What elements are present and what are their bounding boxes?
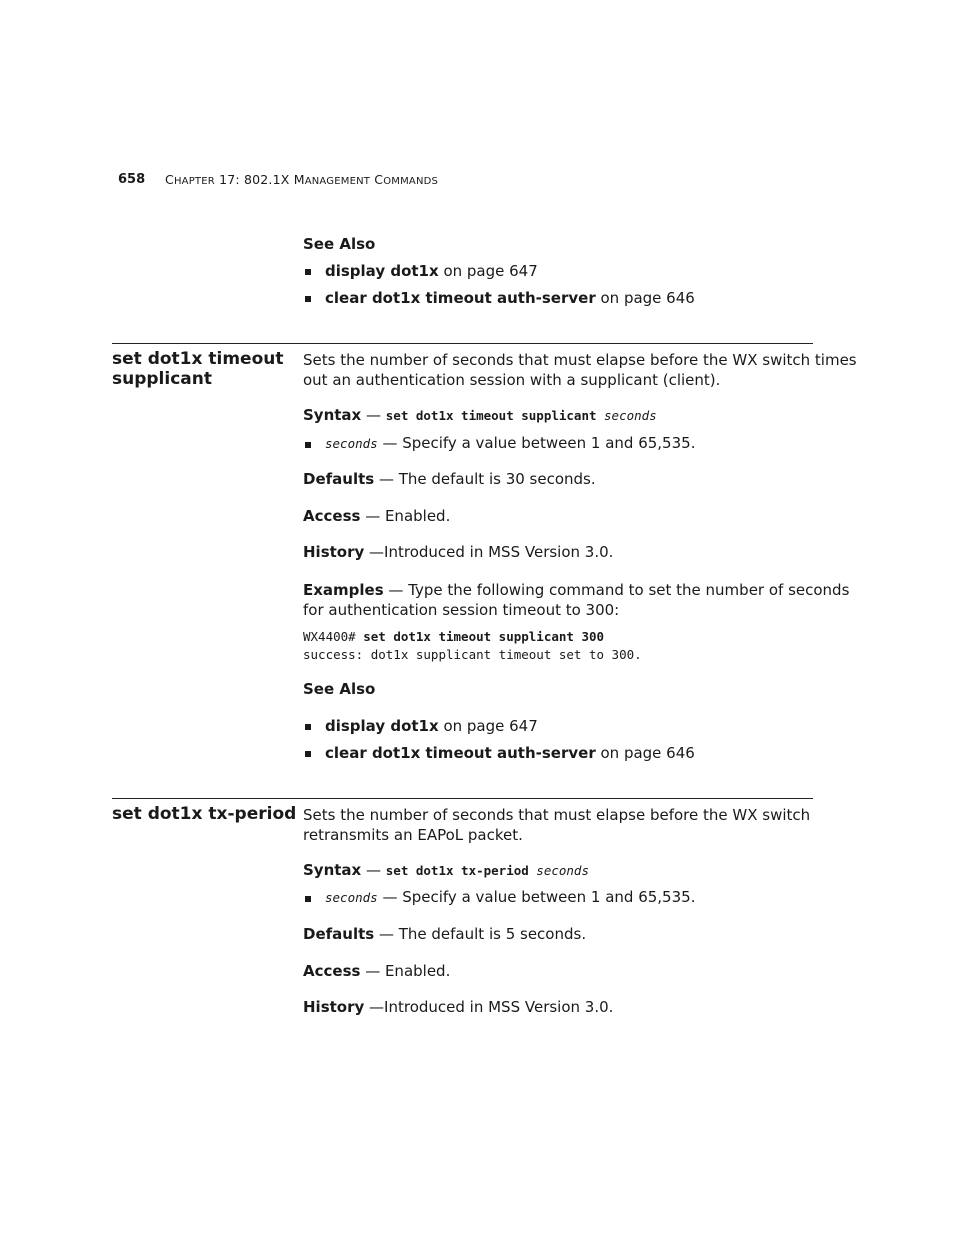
bullet-icon [305,751,311,757]
bullet-icon [305,296,311,302]
syntax-line: Syntax — set dot1x timeout supplicant seconds [303,406,657,424]
see-also-item: display dot1x on page 647 [325,717,538,735]
see-also-item: clear dot1x timeout auth-server on page 646 [325,289,695,307]
section-heading: set dot1x timeout supplicant [112,349,284,389]
see-also-item: clear dot1x timeout auth-server on page 646 [325,744,695,762]
bullet-icon [305,896,311,902]
chapter-title: CHAPTER 17: 802.1X MANAGEMENT COMMANDS [165,172,439,187]
bullet-icon [305,442,311,448]
param-item: seconds — Specify a value between 1 and 65,535. [325,434,696,452]
defaults-line: Defaults — The default is 5 seconds. [303,925,587,943]
bullet-icon [305,724,311,730]
see-also-label: See Also [303,680,376,698]
syntax-line: Syntax — set dot1x tx-period seconds [303,861,589,879]
code-example: WX4400# set dot1x timeout supplicant 300 success: dot1x supplicant timeout set to 300. [303,629,642,662]
section-description: Sets the number of seconds that must elapse before the WX switch times out an authentication session with a supplicant (client). [303,351,857,389]
defaults-line: Defaults — The default is 30 seconds. [303,470,596,488]
access-line: Access — Enabled. [303,507,451,525]
history-line: History —Introduced in MSS Version 3.0. [303,543,614,561]
examples-block: Examples — Type the following command to set the number of seconds for authentication session timeout to 300: [303,581,850,619]
section-divider [112,343,813,344]
bullet-icon [305,269,311,275]
section-description: Sets the number of seconds that must elapse before the WX switch retransmits an EAPoL packet. [303,806,811,844]
page-number: 658 [118,172,146,187]
access-line: Access — Enabled. [303,962,451,980]
param-item: seconds — Specify a value between 1 and 65,535. [325,888,696,906]
history-line: History —Introduced in MSS Version 3.0. [303,998,614,1016]
section-divider [112,798,813,799]
see-also-label: See Also [303,235,376,253]
section-heading: set dot1x tx-period [112,804,297,824]
see-also-item: display dot1x on page 647 [325,262,538,280]
